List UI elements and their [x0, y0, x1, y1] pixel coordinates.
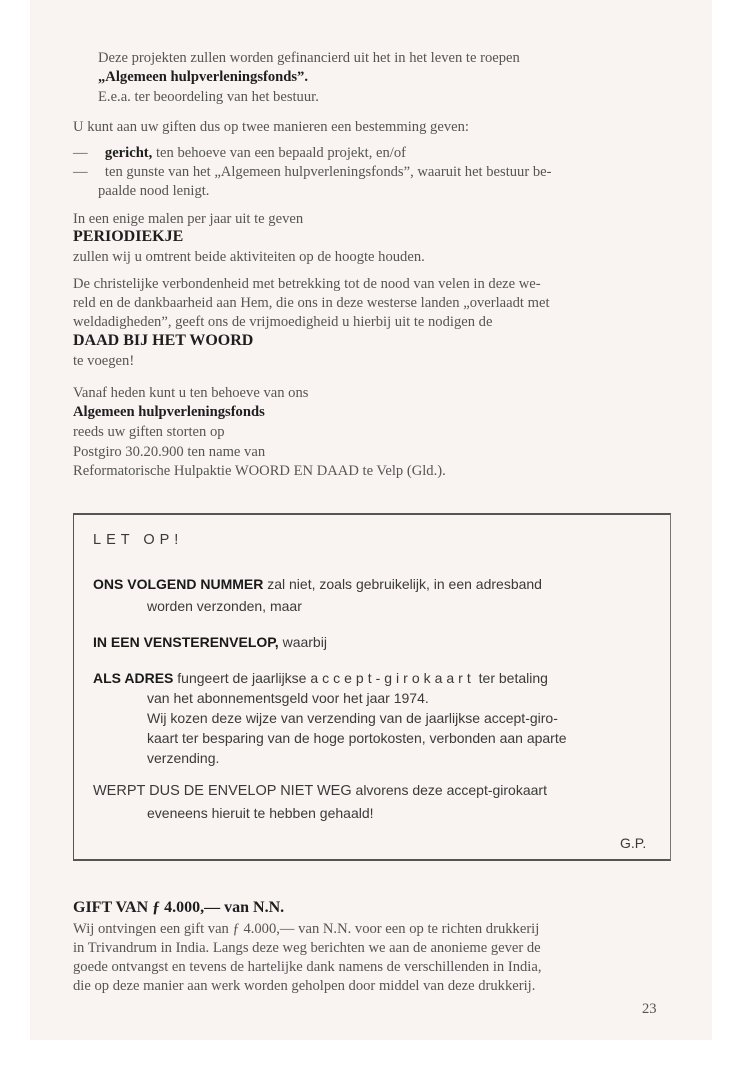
notice-p2-line	[93, 633, 327, 651]
notice-p3-spaced: accept-girokaart	[310, 670, 475, 686]
gift-heading: GIFT VAN ƒ 4.000,— van N.N.	[73, 899, 285, 916]
intro-line-1: Deze projekten zullen worden gefinancierd uit het in het leven te roepen	[98, 50, 520, 66]
gift-line-1: Wij ontvingen een gift van ƒ 4.000,— van N.N. voor een op te richten drukkerij	[73, 921, 540, 937]
gift-line-4: die op deze manier aan werk worden geholpen door middel van deze drukkerij.	[73, 978, 536, 994]
intro-line-3: E.e.a. ter beoordeling van het bestuur.	[98, 89, 319, 105]
vanaf-fund-name: Algemeen hulpverleningsfonds	[73, 404, 265, 420]
list-item-1-text: ten behoeve van een bepaald projekt, en/of	[155, 145, 406, 161]
notice-p3-line2: van het abonnementsgeld voor het jaar 1974.	[147, 690, 429, 706]
notice-p3-line1	[93, 669, 548, 687]
list-dash: —	[73, 164, 88, 180]
notice-signature: G.P.	[620, 835, 647, 851]
notice-p1-bold: ONS VOLGEND NUMMER	[93, 576, 264, 592]
vanaf-line-2: reeds uw giften storten op	[73, 424, 225, 440]
notice-p3-rest-b: ter betaling	[478, 670, 548, 686]
periodiek-line-2: zullen wij u omtrent beide aktiviteiten op de hoogte houden.	[73, 249, 425, 265]
periodiek-heading: PERIODIEKJE	[73, 228, 184, 245]
notice-p1-line1	[93, 575, 542, 593]
list-item-1	[73, 144, 406, 162]
daad-heading: DAAD BIJ HET WOORD	[73, 332, 254, 349]
list-item-2-text: ten gunste van het „Algemeen hulpverleningsfonds”, waaruit het bestuur be-	[104, 164, 552, 180]
notice-p2-bold: IN EEN VENSTERENVELOP,	[93, 634, 279, 650]
christelijke-line-4: te voegen!	[73, 353, 135, 369]
fund-name-line: „Algemeen hulpverleningsfonds”.	[98, 69, 309, 85]
vanaf-line-1: Vanaf heden kunt u ten behoeve van ons	[73, 385, 309, 401]
page-number: 23	[642, 1001, 657, 1017]
gift-line-2: in Trivandrum in India. Langs deze weg berichten we aan de anonieme gever de	[73, 940, 541, 956]
christelijke-line-1: De christelijke verbondenheid met betrekking tot de nood van velen in deze we-	[73, 276, 541, 292]
notice-p3-line5: verzending.	[147, 750, 220, 766]
notice-title: LET OP!	[93, 532, 184, 548]
notice-p4-line1	[93, 781, 547, 800]
gift-line-3: goede ontvangst en tevens de hartelijke dank namens de verschillenden in India,	[73, 959, 542, 975]
list-item-1-bold: gericht,	[104, 145, 153, 161]
notice-p4-line2: eveneens hieruit te hebben gehaald!	[147, 805, 374, 821]
notice-p1-line2: worden verzonden, maar	[147, 598, 302, 614]
organisation-line: Reformatorische Hulpaktie WOORD EN DAAD te Velp (Gld.).	[73, 463, 446, 479]
notice-p1-rest: zal niet, zoals gebruikelijk, in een adresband	[267, 576, 542, 592]
postgiro-line: Postgiro 30.20.900 ten name van	[73, 444, 266, 460]
periodiek-line-1: In een enige malen per jaar uit te geven	[73, 211, 304, 227]
notice-p3-line4: kaart ter besparing van de hoge portokosten, verbonden aan aparte	[147, 730, 567, 746]
notice-p3-rest-a: fungeert de jaarlijkse	[177, 670, 307, 686]
notice-p4-caps: WERPT DUS DE ENVELOP NIET WEG	[93, 783, 352, 799]
list-item-2	[73, 163, 552, 181]
notice-p3-bold: ALS ADRES	[93, 670, 174, 686]
giften-intro: U kunt aan uw giften dus op twee manieren een bestemming geven:	[73, 119, 469, 135]
notice-p4-rest: alvorens deze accept-girokaart	[355, 782, 547, 798]
notice-p2-rest: waarbij	[282, 634, 327, 650]
christelijke-line-3: weldadigheden”, geeft ons de vrijmoedigheid u hierbij uit te nodigen de	[73, 314, 493, 330]
notice-p3-line3: Wij kozen deze wijze van verzending van de jaarlijkse accept-giro-	[147, 710, 558, 726]
list-item-2-cont: paalde nood lenigt.	[98, 183, 210, 199]
christelijke-line-2: reld en de dankbaarheid aan Hem, die ons in deze westerse landen „overlaadt met	[73, 295, 550, 311]
list-dash: —	[73, 145, 88, 161]
